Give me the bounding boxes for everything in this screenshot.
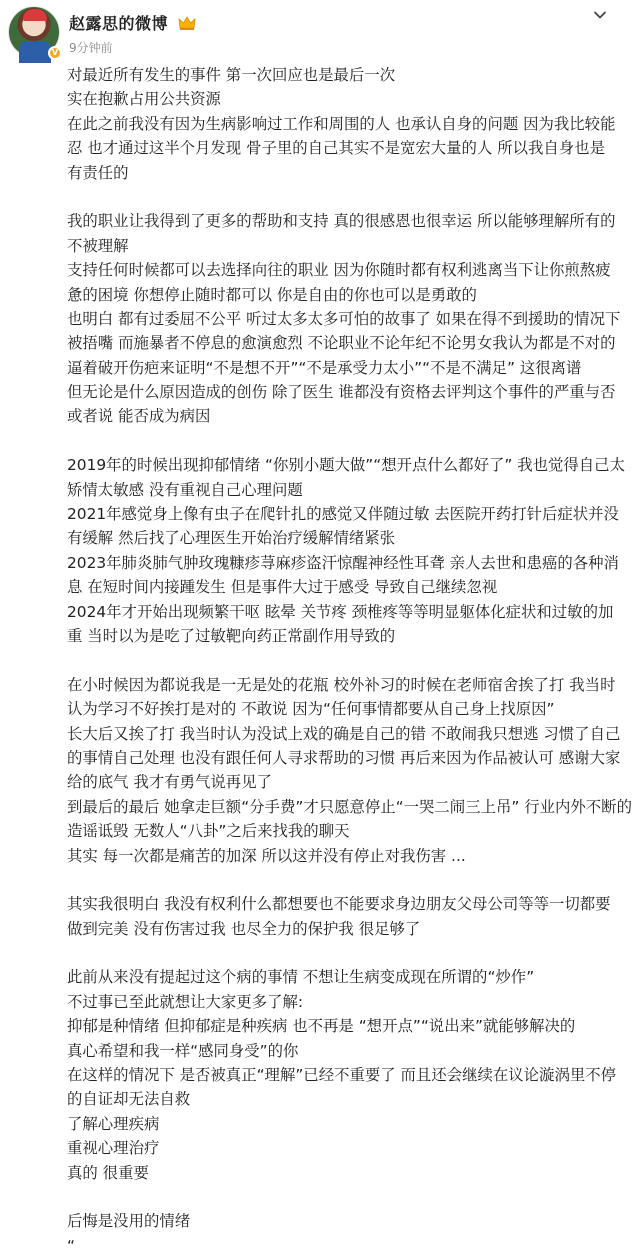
- post-text-line: 长大后又挨了打 我当时认为没试上戏的确是自己的错 不敢闹我只想逃 习惯了自己: [67, 724, 621, 743]
- post-text-line: 抑郁是种情绪 但抑郁症是种疾病 也不再是 “想开点”“说出来”就能够解决的: [67, 1017, 576, 1036]
- post-text-line: 2019年的时候出现抑郁情绪 “你别小题大做”“想开点什么都好了” 我也觉得自己太: [67, 456, 625, 475]
- post-text-line: 认为学习不好挨打是对的 不敢说 因为“任何事情都要从自己身上找原因”: [67, 700, 555, 719]
- post-text-line: 被捂嘴 而施暴者不停息的愈演愈烈 不论职业不论年纪不论男女我认为都是不对的: [67, 334, 616, 353]
- post-text-line: 在此之前我没有因为生病影响过工作和周围的人 也承认自身的问题 因为我比较能: [67, 114, 616, 133]
- post-text-line: 了解心理疾病: [67, 1114, 160, 1133]
- post-text-line: 重 当时以为是吃了过敏靶向药正常副作用导致的: [67, 626, 396, 645]
- post-text-line: 惫的困境 你想停止随时都可以 你是自由的你也可以是勇敢的: [67, 285, 477, 304]
- post-text-line: 此前从来没有提起过这个病的事情 不想让生病变成现在所谓的“炒作”: [67, 968, 535, 987]
- post-text-line: 其实 每一次都是痛苦的加深 所以这并没有停止对我伤害 ...: [67, 846, 466, 865]
- post-text-line: “: [67, 1236, 75, 1255]
- paragraph-gap: [67, 868, 615, 892]
- post-text-line: 忍 也才通过这半个月发现 骨子里的自己其实不是宽宏大量的人 所以我自身也是: [67, 139, 605, 158]
- post-text-line: 造谣诋毁 无数人“八卦”之后来找我的聊天: [67, 822, 350, 841]
- paragraph-gap: [67, 941, 615, 965]
- post-text-line: 2023年肺炎肺气肿玫瑰糠疹荨麻疹盗汗惊醒神经性耳聋 亲人去世和患癌的各种消: [67, 553, 619, 572]
- crown-icon: [178, 15, 196, 31]
- post-text-line: 实在抱歉占用公共资源: [67, 90, 221, 109]
- paragraph-gap: [67, 1185, 615, 1209]
- post-text-line: 在这样的情况下 是否被真正“理解”已经不重要了 而且还会继续在议论漩涡里不停: [67, 1066, 617, 1085]
- avatar-body: [19, 41, 51, 63]
- paragraph-gap: [67, 185, 615, 209]
- post-text-line: 真心希望和我一样“感同身受”的你: [67, 1041, 299, 1060]
- post-text-line: 逼着破开伤疤来证明“不是想不开”“不是承受力太小”“不是不满足” 这很离谱: [67, 358, 582, 377]
- paragraph-gap: [67, 429, 615, 453]
- post-text-line: 但无论是什么原因造成的创伤 除了医生 谁都没有资格去评判这个事件的严重与否: [67, 383, 616, 402]
- post-text-line: 在小时候因为都说我是一无是处的花瓶 校外补习的时候在老师宿舍挨了打 我当时: [67, 675, 616, 694]
- post-text-line: 真的 很重要: [67, 1163, 149, 1182]
- post-text-line: 2021年感觉身上像有虫子在爬针扎的感觉又伴随过敏 去医院开药打针后症状并没: [67, 505, 619, 524]
- post-text-line: 做到完美 没有伤害过我 也尽全力的保护我 很足够了: [67, 919, 421, 938]
- chevron-down-icon[interactable]: [591, 6, 609, 24]
- verified-badge-icon: V: [48, 46, 62, 60]
- post-text-line: 2024年才开始出现频繁干呕 眩晕 关节疼 颈椎疼等等明显躯体化症状和过敏的加: [67, 602, 614, 621]
- post-text-line: 不被理解: [67, 236, 129, 255]
- post-text-line: 我的职业让我得到了更多的帮助和支持 真的很感恩也很幸运 所以能够理解所有的: [67, 212, 616, 231]
- post-text-line: 支持任何时候都可以去选择向往的职业 因为你随时都有权利逃离当下让你煎熬疲: [67, 261, 611, 280]
- post-text-line: 也明白 都有过委屈不公平 听过太多太多可怕的故事了 如果在得不到援助的情况下: [67, 309, 621, 328]
- author-name[interactable]: 赵露思的微博: [69, 14, 169, 33]
- post-text-line: 的事情自己处理 也没有跟任何人寻求帮助的习惯 再后来因为作品被认可 感谢大家: [67, 748, 621, 767]
- post-text-line: 或者说 能否成为病因: [67, 407, 211, 426]
- post-time: 9分钟前: [69, 41, 113, 55]
- post-text-line: 有责任的: [67, 163, 129, 182]
- post-text-line: 后悔是没用的情绪: [67, 1212, 191, 1231]
- avatar-cap: [23, 9, 47, 21]
- post-text-line: 息 在短时间内接踵发生 但是事件大过于感受 导致自己继续忽视: [67, 578, 498, 597]
- post-text-line: 的自证却无法自救: [67, 1090, 191, 1109]
- post-header: [0, 0, 625, 62]
- post-text-line: 到最后的最后 她拿走巨额“分手费”才只愿意停止“一哭二闹三上吊” 行业内外不断的: [67, 797, 632, 816]
- author-name-row[interactable]: [69, 11, 196, 34]
- post-text-line: 对最近所有发生的事件 第一次回应也是最后一次: [67, 66, 396, 84]
- post-text-line: 重视心理治疗: [67, 1139, 160, 1158]
- post-text-line: 其实我很明白 我没有权利什么都想要也不能要求身边朋友父母公司等等一切都要: [67, 895, 611, 914]
- paragraph-gap: [67, 648, 615, 672]
- post-text-line: 不过事已至此就想让大家更多了解:: [67, 992, 304, 1011]
- post-text-line: 有缓解 然后找了心理医生开始治疗缓解情绪紧张: [67, 529, 396, 548]
- post-body: [67, 63, 632, 1258]
- post-text-line: 给的底气 我才有勇气说再见了: [67, 773, 272, 792]
- post-text-line: 矫情太敏感 没有重视自己心理问题: [67, 480, 303, 499]
